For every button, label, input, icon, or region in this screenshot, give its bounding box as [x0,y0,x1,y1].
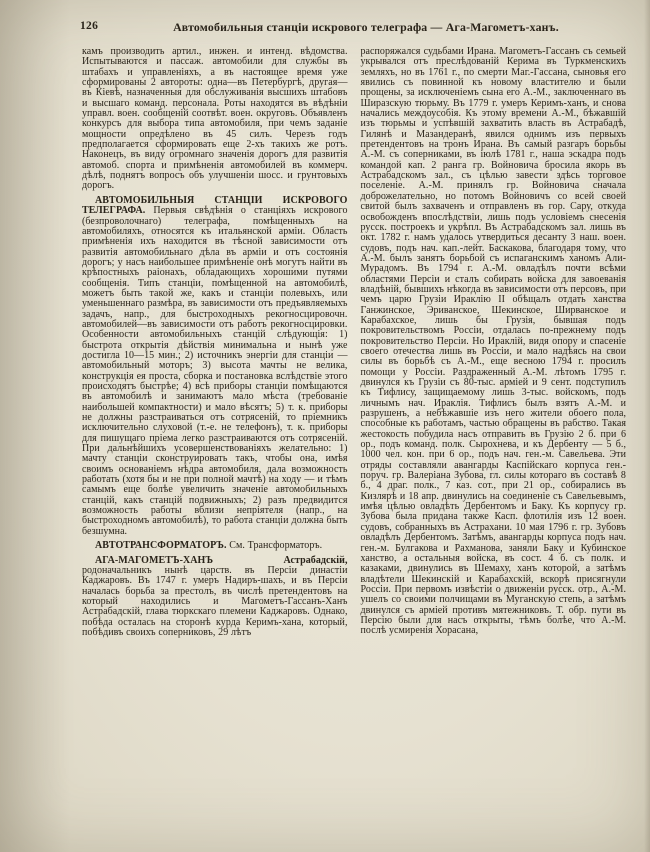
page-number: 126 [80,20,99,32]
article-aga-mahomet-khan [82,556,348,639]
article-text: См. Трансформаторъ. [229,540,323,552]
article-heading: АВТОМОБИЛЬНЫЯ СТАНЦІИ ИСКРОВОГО ТЕЛЕГРАФА. [82,194,348,217]
article-text: родоначальникъ нынѣ царств. въ Персіи династіи Каджаровъ. Въ 1747 г. умеръ Надиръ-шахъ, и въ Персіи началась борьба за престолъ, въ числѣ претендентовъ на который находились и Магометъ-Гассанъ-Ханъ Астрабадскій, глава тюркскаго племени Каджаровъ. Однако, побѣда осталась на сторонѣ курда Керимъ-хана, который, побѣдивъ своихъ соперниковъ, 29 лѣтъ [82,564,348,638]
page-title: Автомобильныя станціи искрового телеграфа — Ага-Магометъ-ханъ. [173,20,559,34]
article-text: Первыя свѣдѣнія о станціяхъ искрового (безпроволочнаго) телеграфа, помѣщенныхъ на автомобиляхъ, относятся къ итальянской арміи. Область примѣненія ихъ находится въ тѣсной зависимости отъ развитія автомобильнаго дѣла въ арміи и отъ состоянія дорогъ; у насъ наибольшее примѣненіе онѣ могутъ найти въ крѣпостныхъ раіонахъ, обладающихъ хорошими путями сообщенія. Типъ станціи, помѣщенной на автомобилѣ, можетъ быть такой же, какъ и станціи полевыхъ, или уменьшеннаго размѣра, въ зависимости отъ предъявляемыхъ задачъ, напр., для быстроходныхъ рекогносцировочн. автомобилей—въ зависимости отъ работъ рекогносцировки. Особенности автомобильныхъ станцій слѣдующія: 1) быстрота открытія дѣйствія минимальна и нынѣ уже достигла 10—15 мин.; 2) источникъ энергіи для станціи — автомобильный моторъ; 3) высота мачты не велика, конструкція ея проста, сборка и постановка вслѣдствіе этого происходятъ быстрѣе; 4) всѣ приборы станціи помѣщаются въ автомобилѣ и занимаютъ мало мѣста (требованіе наибольшей компактности) и мало вѣсятъ; 5) т. к. приборы не должны разстраиваться отъ сотрясеній, то пріемникъ исключительно слуховой (т.-е. не телефонъ), т. к. приборы для пишущаго пріема легко разстраиваются отъ сотрясеній. При дальнѣйшихъ усовершенствованіяхъ желательно: 1) мачту станціи сконструировать такъ, чтобы она, имѣя своимъ основаніемъ нѣдра автомобиля, дала возможность работать (хотя бы и не при полной мачтѣ) на ходу — и тѣмъ самымъ еще болѣе увеличить значеніе автомобильныхъ станцій, какъ станцій подвижныхъ; 2) разъ предвидится возможность работы вблизи непріятеля (напр., на быстроходномъ автомобилѣ), то работа станціи должна быть безшумна. [82,205,348,537]
left-column [82,47,348,638]
page-header [0,0,650,40]
continued-paragraph: камъ производить артил., инжен. и интенд. вѣдомства. Испытываются и пассаж. автомобили для службы въ штабахъ и управленіяхъ, а въ настоящее время уже сформированы 2 автороты: одна—въ Петербургѣ, другая—въ Кіевѣ, назначенныя для обслуживанія высшихъ штабовъ и высшаго команд. персонала. Роты находятся въ вѣдѣніи управл. воен. сообщеній соотвѣт. воен. округовъ. Объявленъ конкурсъ для выбора типа автомобиля, при чемъ заданіе мощности опредѣлено въ 45 силъ. Черезъ годъ предполагается сформировать еще 2-хъ такихъ же ротъ. Наконецъ, въ виду огромнаго значенія дорогъ для развитія автомоб. спорта и примѣненія автомобилей въ коммерч. дѣлѣ, поднятъ вопросъ объ улучшеніи шосс. и грунтовыхъ дорогъ. [82,46,348,192]
text-columns [0,40,650,638]
article-auto-stations [82,196,348,537]
article-heading: АВТОТРАНСФОРМАТОРЪ. [95,540,227,552]
right-column [361,47,627,638]
article-heading: АГА-МАГОМЕТЪ-ХАНЪ Астрабадскій, [95,554,348,566]
article-autotransformer [82,541,348,551]
continued-paragraph: распоряжался судьбами Ирана. Магометъ-Гассанъ съ семьей укрывался отъ преслѣдованій Керима въ Туркменскихъ земляхъ, но въ 1761 г., по смерти Маг.-Гассана, сыновья его явились съ повинной къ новому властителю и были прощены, за исключеніемъ сына его А.-М., заключеннаго въ Ширазскую тюрьму. Въ 1779 г. умеръ Керимъ-ханъ, и снова начались междоусобія. Къ этому времени А.-М., бѣжавшій изъ тюрьмы и успѣвшій захватить власть въ Астрабадѣ, Гилянѣ и Мазандеранѣ, явился однимъ изъ первыхъ претендентовъ на тронъ Ирана. Въ самый разгаръ борьбы А.-М. съ соперниками, въ іюлѣ 1781 г., наша эскадра подъ командой кап. 2 ранга гр. Войновича бросила якорь въ Астрабадскомъ зал., съ цѣлью завести здѣсь торговое поселеніе. А.-М. принялъ гр. Войновича сначала доброжелательно, но потомъ Войновичъ со всей своей свитой былъ захваченъ и отправленъ въ гор. Сару, откуда освобожденъ впослѣдствіи, лишь подъ условіемъ снесенія русск. построекъ и укрѣпл. Въ Астрабадскомъ зал. лишь въ окт. 1782 г. намъ удалось утвердиться десанту 3 наш. воен. судовъ, подъ нач. кап.-лейт. Баскакова, благодаря тому, что А.-М. былъ занятъ борьбой съ испаганскимъ ханомъ Али-Мурадомъ. Въ 1794 г. А.-М. овладѣлъ почти всѣми областями Персіи и сталъ собирать войска для завоеванія владѣній, бывшихъ нѣкогда въ зависимости отъ персовъ, при чемъ царю Грузіи Ираклію II обѣщалъ отдать ханства Ганжинское, Эриванское, Шекинское, Ширванское и Карабахское, лишь бы Грузія, бывшая подъ покровительствомъ Россіи, отдалась по-прежнему подъ покровительство Персіи. Но Ираклій, видя опору и спасеніе своего отечества лишь въ Россіи, и мало надѣясь на свои силы въ борьбѣ съ А.-М., еще весною 1794 г. просилъ помощи у Россіи. Раздраженный А.-М. лѣтомъ 1795 г. двинулся къ Грузіи съ 80-тыс. арміей и 9 сент. подступилъ къ Тифлису, защищаемому лишь 3-тыс. войскомъ, подъ личнымъ нач. Ираклія. Тифлисъ былъ взятъ А.-М. и разрушенъ, а небѣжавшіе изъ него жители обоего пола, способные къ работамъ, частью обращены въ рабство. Такая жестокость побудила насъ отправить въ Грузію 2 б. при 6 ор., подъ команд. полк. Сырохнева, и къ Дербенту — 5 б., 1000 чел. кон. при 6 ор., подъ нач. ген.-м. Савельева. Эти отряды составляли авангарды Каспійскаго корпуса ген.-поруч. гр. Валеріана Зубова, гл. силы котораго въ составѣ 8 б., 4 драг. полк., 7 каз. сот., при 21 ор., собирались въ Кизлярѣ и 18 апр. двинулись на соединеніе съ Савельевымъ, имѣя цѣлью овладѣть Дербентомъ и Баку. Къ корпусу гр. Зубова была придана также Касп. флотилія изъ 12 воен. судовъ, собранныхъ въ Астрахани. 10 мая 1796 г. гр. Зубовъ овладѣлъ Дербентомъ. Затѣмъ, авангарды корпуса подъ нач. ген.-м. Булгакова и Рахманова, заняли Баку и Кубинское ханство, а остальныя войска, въ сост. 4 б. съ полк. и казаками, двинулись въ Шемаху, ханъ которой, а затѣмъ владѣтели Шекинскій и Карабахскій, вскорѣ присягнули Россіи. При первомъ извѣстіи о движеніи русск. отр., А.-М. ушелъ со своими полчищами въ Муганскую степь, а затѣмъ двинулся съ арміей противъ мятежниковъ. Т. обр. пути въ Персію были для насъ открыты, тѣмъ болѣе, что А.-М. послѣ усмиренія Хорасана, [360,46,626,637]
